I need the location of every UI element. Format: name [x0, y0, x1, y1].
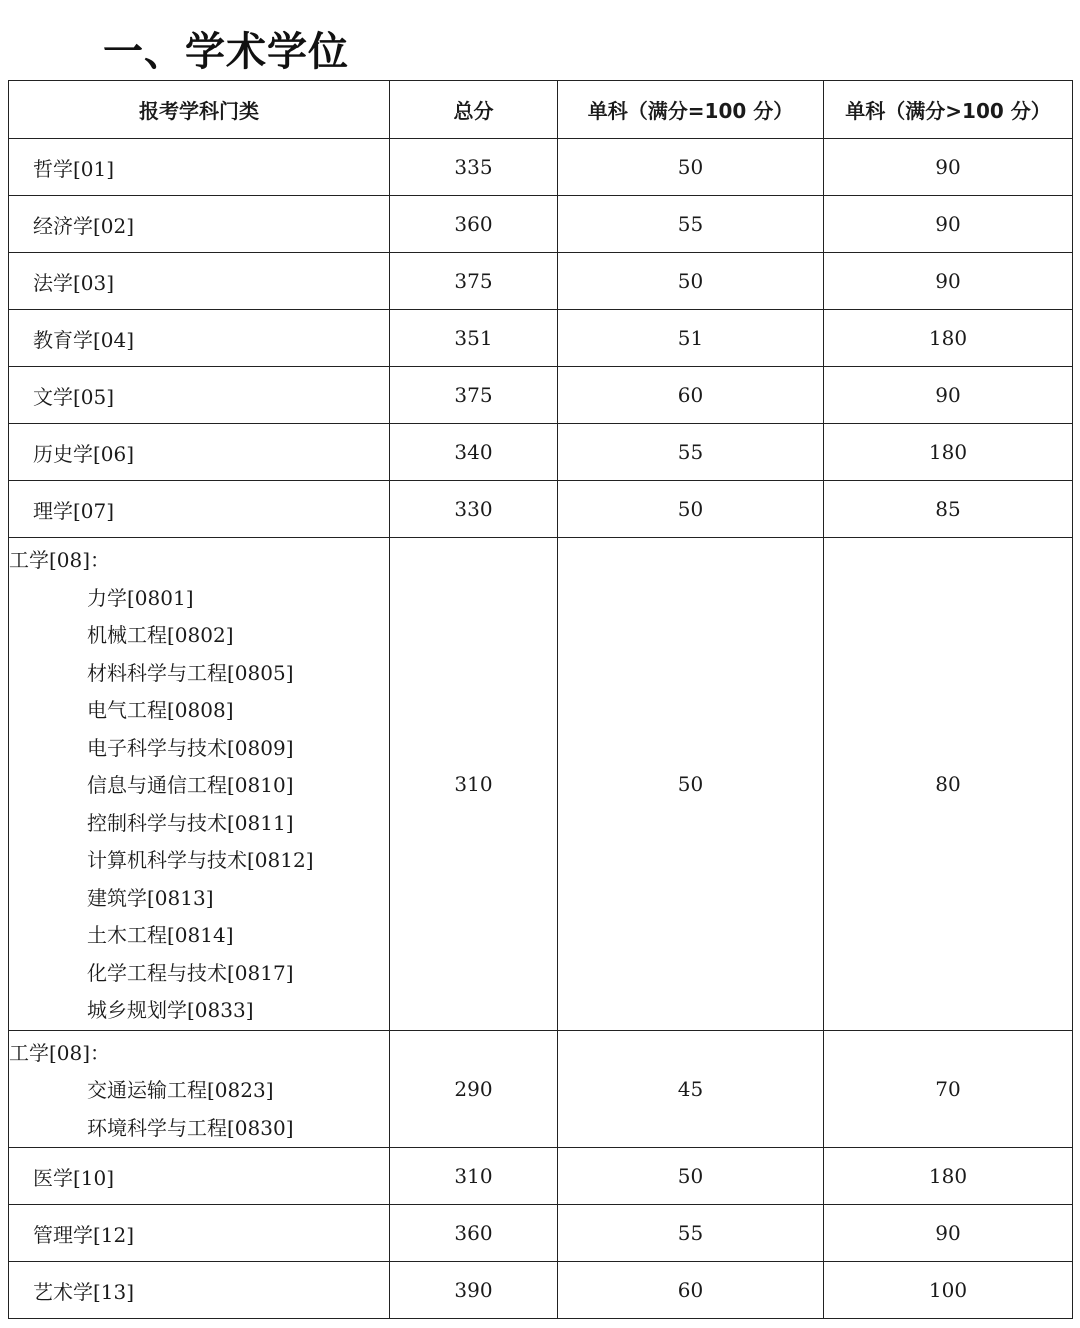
total-score: 360 — [390, 1205, 558, 1262]
subject-item: 土木工程[0814] — [87, 923, 234, 947]
subject-item: 城乡规划学[0833] — [87, 998, 254, 1022]
subject-item: 交通运输工程[0823] — [87, 1078, 274, 1102]
single-100-score: 50 — [558, 253, 824, 310]
subject-item: 电气工程[0808] — [87, 698, 234, 722]
total-score: 340 — [390, 424, 558, 481]
discipline-name: 法学[03] — [9, 253, 390, 310]
single-over-100-score: 180 — [824, 1148, 1073, 1205]
table-row-engineering-group-1 — [9, 538, 1073, 1031]
single-100-score: 50 — [558, 1148, 824, 1205]
table-row — [9, 481, 1073, 538]
subject-item: 信息与通信工程[0810] — [87, 773, 294, 797]
single-100-score: 60 — [558, 367, 824, 424]
subject-item: 计算机科学与技术[0812] — [87, 848, 314, 872]
header-single-over-100: 单科（满分>100 分） — [824, 81, 1073, 139]
single-100-score: 55 — [558, 424, 824, 481]
single-over-100-score: 90 — [824, 367, 1073, 424]
table-row — [9, 1148, 1073, 1205]
single-100-score: 45 — [558, 1030, 824, 1148]
subject-item: 控制科学与技术[0811] — [87, 810, 294, 835]
subject-item: 力学[0801] — [87, 585, 194, 610]
subject-item: 材料科学与工程[0805] — [87, 660, 294, 685]
total-score: 335 — [390, 139, 558, 196]
score-table — [8, 80, 1073, 1319]
total-score: 375 — [390, 367, 558, 424]
single-over-100-score: 90 — [824, 1205, 1073, 1262]
subject-item: 建筑学[0813] — [87, 885, 214, 910]
table-row — [9, 139, 1073, 196]
discipline-name: 经济学[02] — [9, 196, 390, 253]
total-score: 390 — [390, 1262, 558, 1319]
single-100-score: 50 — [558, 139, 824, 196]
table-row — [9, 424, 1073, 481]
single-100-score: 60 — [558, 1262, 824, 1319]
header-discipline: 报考学科门类 — [9, 81, 390, 139]
subject-list — [9, 1072, 389, 1147]
total-score: 375 — [390, 253, 558, 310]
single-100-score: 50 — [558, 538, 824, 1031]
single-over-100-score: 180 — [824, 310, 1073, 367]
discipline-name: 医学[10] — [9, 1148, 390, 1205]
single-over-100-score: 180 — [824, 424, 1073, 481]
subject-item: 电子科学与技术[0809] — [87, 735, 294, 760]
discipline-group — [9, 1030, 390, 1148]
total-score: 310 — [390, 538, 558, 1031]
table-row — [9, 1262, 1073, 1319]
table-row — [9, 253, 1073, 310]
total-score: 351 — [390, 310, 558, 367]
subject-item: 化学工程与技术[0817] — [87, 960, 294, 985]
subject-item: 环境科学与工程[0830] — [87, 1115, 294, 1140]
discipline-name: 管理学[12] — [9, 1205, 390, 1262]
single-over-100-score: 70 — [824, 1030, 1073, 1148]
discipline-name: 历史学[06] — [9, 424, 390, 481]
header-single-100: 单科（满分=100 分） — [558, 81, 824, 139]
table-row — [9, 196, 1073, 253]
single-100-score: 55 — [558, 1205, 824, 1262]
single-over-100-score: 100 — [824, 1262, 1073, 1319]
page-title: 一、学术学位 — [103, 29, 349, 75]
discipline-name: 文学[05] — [9, 367, 390, 424]
table-row-engineering-group-2 — [9, 1030, 1073, 1148]
table-row — [9, 310, 1073, 367]
discipline-name: 工学[08]： — [9, 1040, 111, 1065]
table-row — [9, 1205, 1073, 1262]
table-header-row — [9, 81, 1073, 139]
single-over-100-score: 85 — [824, 481, 1073, 538]
single-100-score: 55 — [558, 196, 824, 253]
header-total: 总分 — [390, 81, 558, 139]
single-over-100-score: 90 — [824, 253, 1073, 310]
discipline-name: 艺术学[13] — [9, 1262, 390, 1319]
discipline-name: 教育学[04] — [9, 310, 390, 367]
subject-item: 机械工程[0802] — [87, 623, 234, 647]
table-row — [9, 367, 1073, 424]
discipline-group — [9, 538, 390, 1031]
single-100-score: 51 — [558, 310, 824, 367]
total-score: 290 — [390, 1030, 558, 1148]
total-score: 330 — [390, 481, 558, 538]
discipline-name: 工学[08]： — [9, 548, 111, 572]
single-over-100-score: 90 — [824, 196, 1073, 253]
discipline-name: 哲学[01] — [9, 139, 390, 196]
single-over-100-score: 90 — [824, 139, 1073, 196]
single-over-100-score: 80 — [824, 538, 1073, 1031]
single-100-score: 50 — [558, 481, 824, 538]
total-score: 360 — [390, 196, 558, 253]
subject-list — [9, 580, 389, 1030]
discipline-name: 理学[07] — [9, 481, 390, 538]
total-score: 310 — [390, 1148, 558, 1205]
